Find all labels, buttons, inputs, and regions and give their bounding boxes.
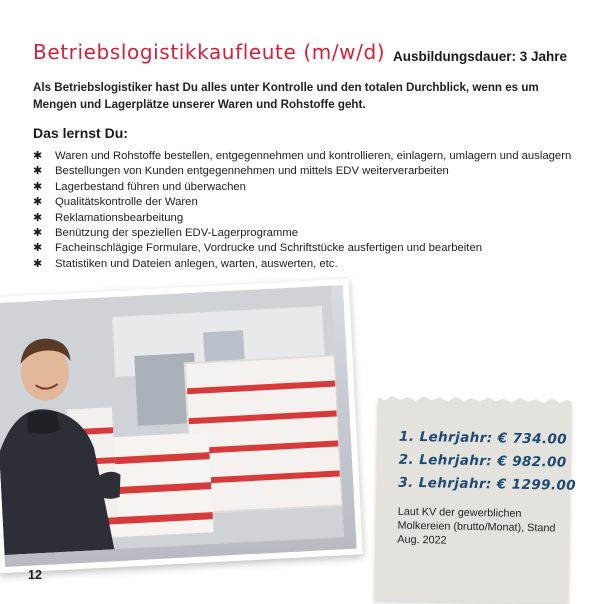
learn-heading: Das lernst Du:	[33, 125, 128, 141]
list-item: ✱ Reklamationsbearbeitung	[33, 211, 573, 226]
intro-paragraph: Als Betriebslogistiker hast Du alles unter Kontrolle und den totalen Durchblick, wenn es um Mengen und Lagerplätze unserer Waren und Rohstoffe geht.	[33, 81, 539, 111]
wage-year-1: 1. Lehrjahr: € 734.00	[398, 428, 568, 448]
asterisk-icon: ✱	[33, 227, 43, 240]
wage-note: Laut KV der gewerblichen Molkereien (brutto/Monat), Stand Aug. 2022	[397, 505, 556, 547]
page-number: 12	[28, 568, 42, 582]
warehouse-photo	[0, 279, 363, 574]
asterisk-icon: ✱	[33, 257, 43, 270]
photo-image	[0, 285, 357, 567]
list-item: ✱ Statistiken und Dateien anlegen, warten, auswerten, etc.	[33, 257, 573, 272]
asterisk-icon: ✱	[33, 211, 43, 224]
list-item: ✱ Benützung der speziellen EDV-Lagerprogramme	[33, 226, 573, 241]
torn-edge	[378, 394, 572, 405]
wage-year-3: 3. Lehrjahr: € 1299.00	[398, 474, 577, 494]
wage-year-2: 2. Lehrjahr: € 982.00	[398, 451, 567, 471]
training-duration: Ausbildungsdauer: 3 Jahre	[392, 49, 567, 64]
list-item: ✱ Facheinschlägige Formulare, Vordrucke und Schriftstücke ausfertigen und bearbeiten	[33, 241, 573, 256]
asterisk-icon: ✱	[33, 180, 43, 193]
asterisk-icon: ✱	[33, 196, 43, 209]
list-item: ✱ Waren und Rohstoffe bestellen, entgegennehmen und kontrollieren, einlagern, umlagern und auslagern	[33, 149, 573, 164]
learn-list	[33, 149, 573, 272]
list-item: ✱ Lagerbestand führen und überwachen	[33, 180, 573, 195]
asterisk-icon: ✱	[33, 150, 43, 162]
wage-note-card	[374, 400, 577, 603]
list-item: ✱ Qualitätskontrolle der Waren	[33, 195, 573, 210]
asterisk-icon: ✱	[33, 165, 43, 178]
page-title: Betriebslogistikkaufleute (m/w/d)	[33, 40, 386, 64]
asterisk-icon: ✱	[33, 242, 43, 255]
list-item: ✱ Bestellungen von Kunden entgegennehmen und mittels EDV weiterverarbeiten	[33, 164, 573, 179]
